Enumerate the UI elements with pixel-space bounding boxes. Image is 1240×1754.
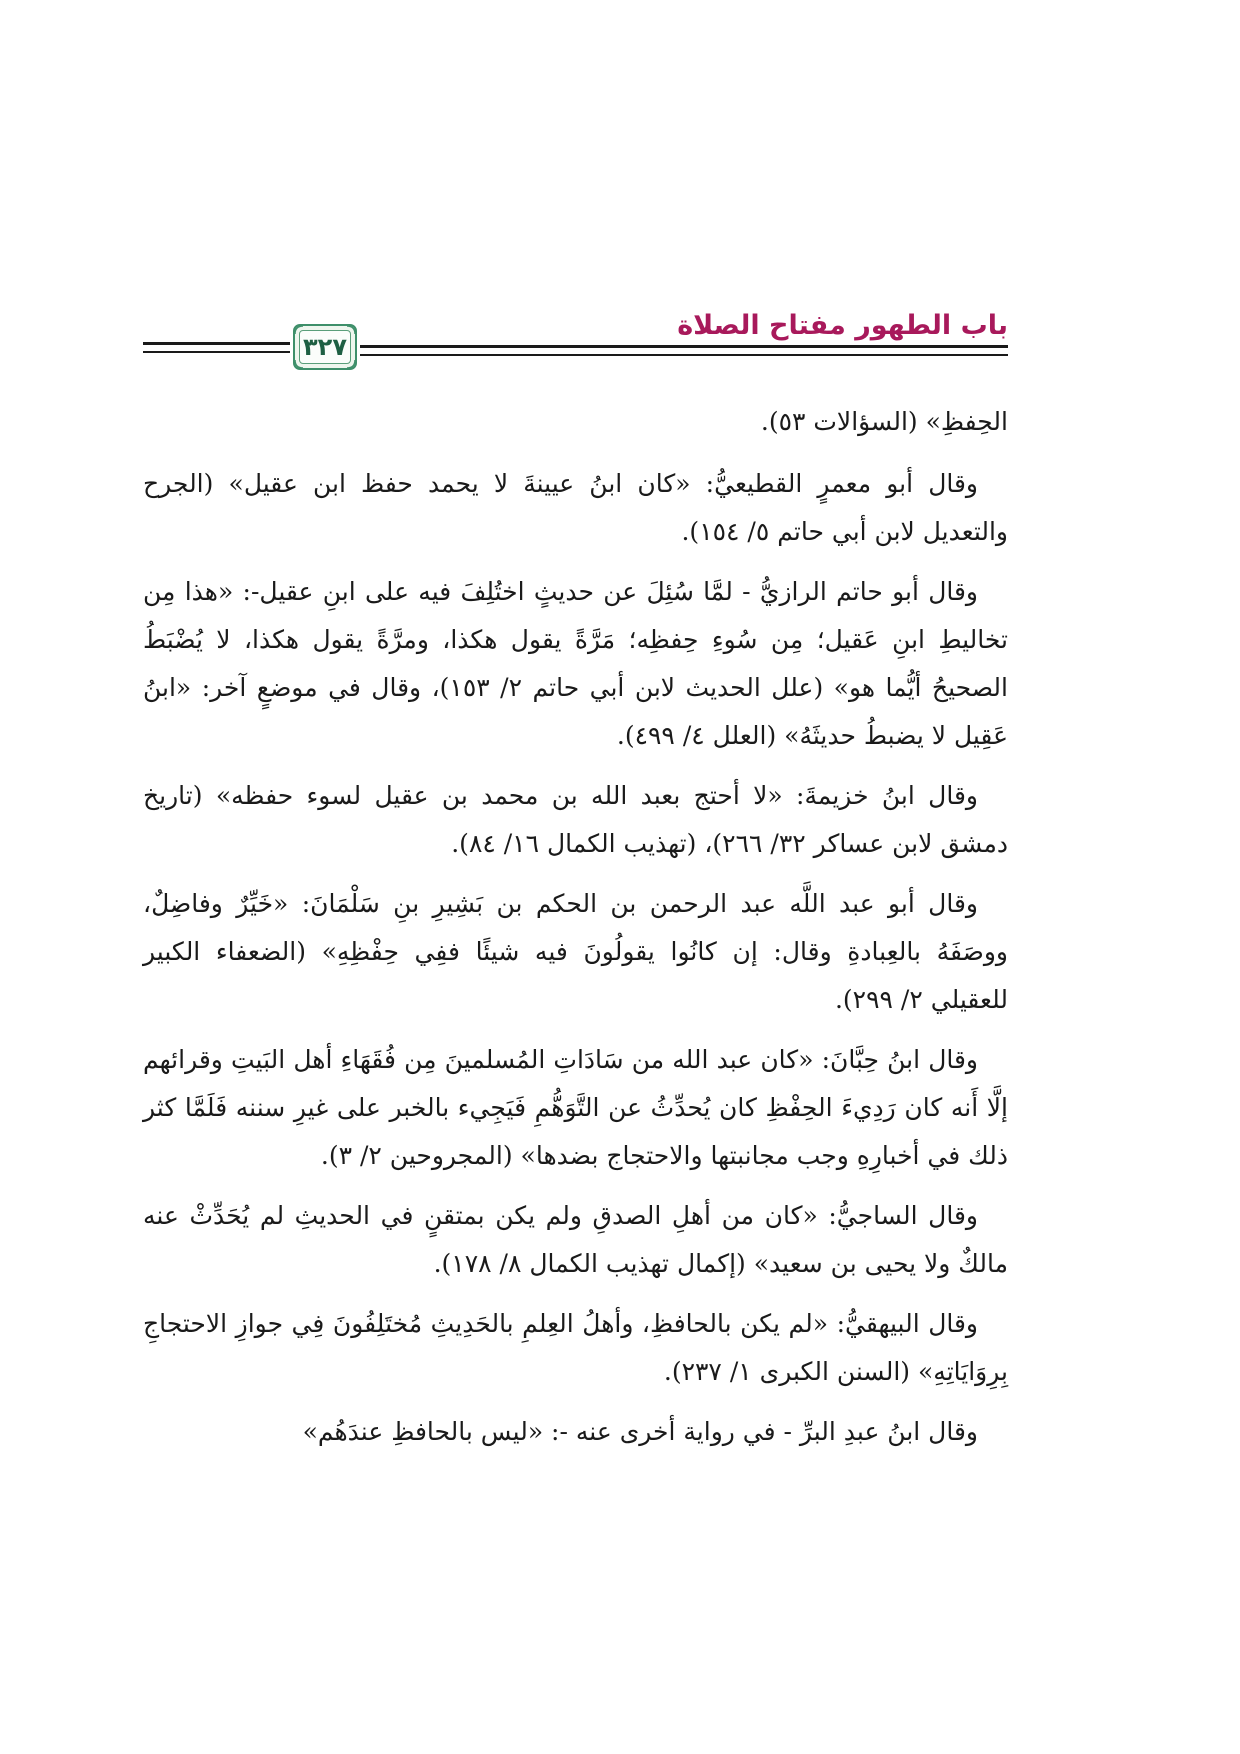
- header-rule: [360, 354, 1008, 356]
- paragraph: وقال البيهقيُّ: «لم يكن بالحافظِ، وأهلُ العِلمِ بالحَدِيثِ مُختَلِفُونَ فِي جوازِ الاحتجاجِ بِرِوَايَاتِهِ» (السنن الكبرى ١/ ٢٣٧).: [143, 1309, 1008, 1386]
- paragraph: الحِفظِ» (السؤالات ٥٣).: [760, 407, 1008, 436]
- paragraph: وقال ابنُ خزيمةَ: «لا أحتج بعبد الله بن محمد بن عقيل لسوء حفظه» (تاريخ دمشق لابن عساكر ٣٢/ ٢٦٦)، (تهذيب الكمال ١٦/ ٨٤).: [143, 781, 1008, 858]
- header-rule: [143, 351, 290, 353]
- paragraph: وقال أبو حاتم الرازيُّ - لمَّا سُئِلَ عن حديثٍ اختُلِفَ فيه على ابنِ عقيل-: «هذا مِن تخاليطِ ابنِ عَقيل؛ مِن سُوءِ حِفظِه؛ مَرَّةً يقول هكذا، ومرَّةً يقول هكذا، لا يُضْبَطُ الصحيحُ أيُّما هو» (علل الحديث لابن أبي حاتم ٢/ ١٥٣)، وقال في موضعٍ آخر: «ابنُ عَقِيل لا يضبطُ حديثَهُ» (العلل ٤/ ٤٩٩).: [143, 577, 1008, 750]
- paragraph: وقال ابنُ حِبَّانَ: «كان عبد الله من سَادَاتِ المُسلمينَ مِن فُقَهَاءِ أهل البَيتِ وقرائهم إلَّا أَنه كان رَدِيءَ الحِفْظِ كان يُحدِّثُ عن التَّوَهُّمِ فَيَجِيء بالخبر على غيرِ سننه فَلَمَّا كثر ذلك في أخبارِهِ وجب مجانبتها والاحتجاج بضدها» (المجروحين ٢/ ٣).: [143, 1045, 1008, 1170]
- page-number-badge: [293, 324, 357, 370]
- page-body: [143, 398, 1008, 1468]
- chapter-title: باب الطهور مفتاح الصلاة: [677, 310, 1008, 341]
- header-rule: [360, 345, 1008, 348]
- paragraph: وقال الساجيُّ: «كان من أهلِ الصدقِ ولم يكن بمتقنٍ في الحديثِ لم يُحَدِّثْ عنه مالكٌ ولا يحيى بن سعيد» (إكمال تهذيب الكمال ٨/ ١٧٨).: [143, 1201, 1008, 1278]
- page-number: ٣٢٧: [303, 333, 347, 361]
- paragraph: وقال أبو عبد اللَّه عبد الرحمن بن الحكم بن بَشِيرِ بنِ سَلْمَانَ: «خَيِّرٌ وفاضِلٌ، ووصَفَهُ بالعِبادةِ وقال: إن كانُوا يقولُونَ فيه شيئًا ففِي حِفْظِهِ» (الضعفاء الكبير للعقيلي ٢/ ٢٩٩).: [143, 889, 1008, 1014]
- paragraph: وقال أبو معمرٍ القطيعيُّ: «كان ابنُ عيينةَ لا يحمد حفظ ابن عقيل» (الجرح والتعديل لابن أبي حاتم ٥/ ١٥٤).: [143, 469, 1008, 546]
- header-rule: [143, 342, 290, 345]
- page-header: [143, 310, 1008, 370]
- paragraph: وقال ابنُ عبدِ البرِّ - في رواية أخرى عنه -: «ليس بالحافظِ عندَهُم»: [302, 1417, 978, 1446]
